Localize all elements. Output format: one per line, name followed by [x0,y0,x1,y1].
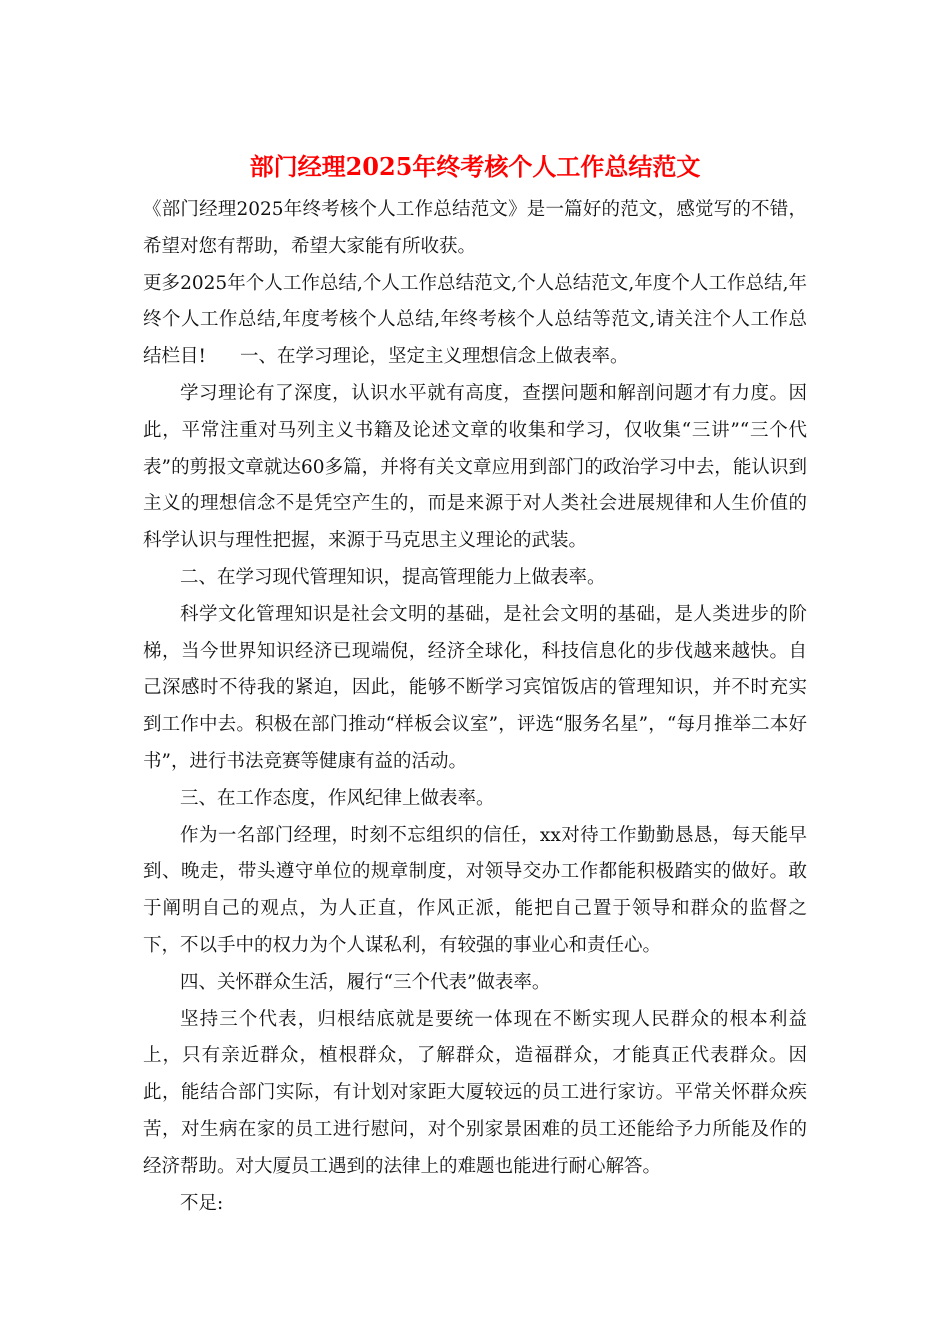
section-heading-1: 一、在学习理论，坚定主义理想信念上做表率。 [239,346,629,368]
section-heading-2: 二、在学习现代管理知识，提高管理能力上做表率。 [180,566,606,588]
section-heading-4: 四、关怀群众生活，履行“三个代表”做表率。 [180,971,551,993]
closing-paragraph: 不足: [180,1192,224,1214]
document-body [143,192,807,1222]
document-title: 部门经理2025年终考核个人工作总结范文 [249,152,701,181]
section-body-2: 科学文化管理知识是社会文明的基础，是社会文明的基础，是人类进步的阶梯，当今世界知识经济已现端倪，经济全球化，科技信息化的步伐越来越快。自己深感时不待我的紧迫，因此，能够不断学习宾馆饭店的管理知识，并不时充实到工作中去。积极在部门推动“样板会议室”，评选“服务名星”，“每月推举二本好书”，进行书法竞赛等健康有益的活动。 [143,603,807,772]
section-body-3: 作为一名部门经理，时刻不忘组织的信任，xx对待工作勤勤恳恳，每天能早到、晚走，带头遵守单位的规章制度，对领导交办工作都能积极踏实的做好。敢于阐明自己的观点，为人正直，作风正派，能把自己置于领导和群众的监督之下，不以手中的权力为个人谋私利，有较强的事业心和责任心。 [143,824,807,956]
more-links-paragraph [143,266,807,376]
section-heading-3: 三、在工作态度，作风纪律上做表率。 [180,787,495,809]
section-body-4: 坚持三个代表，归根结底就是要统一体现在不断实现人民群众的根本利益上，只有亲近群众，植根群众，了解群众，造福群众，才能真正代表群众。因此，能结合部门实际，有计划对家距大厦较远的员工进行家访。平常关怀群众疾苦，对生病在家的员工进行慰问，对个别家景困难的员工还能给予力所能及作的经济帮助。对大厦员工遇到的法律上的难题也能进行耐心解答。 [143,1008,807,1177]
section-body-1: 学习理论有了深度，认识水平就有高度，查摆问题和解剖问题才有力度。因此，平常注重对马列主义书籍及论述文章的收集和学习，仅收集“三讲”“三个代表”的剪报文章就达60多篇，并将有关文章应用到部门的政治学习中去，能认识到主义的理想信念不是凭空产生的，而是来源于对人类社会进展规律和人生价值的科学认识与理性把握，来源于马克思主义理论的武装。 [143,382,807,552]
intro-paragraph: 《部门经理2025年终考核个人工作总结范文》是一篇好的范文，感觉写的不错，希望对您有帮助，希望大家能有所收获。 [143,199,807,257]
more-links-text: 更多2025年个人工作总结,个人工作总结范文,个人总结范文,年度个人工作总结,年终个人工作总结,年度考核个人总结,年终考核个人总结等范文,请关注个人工作总结栏目! [143,272,807,368]
